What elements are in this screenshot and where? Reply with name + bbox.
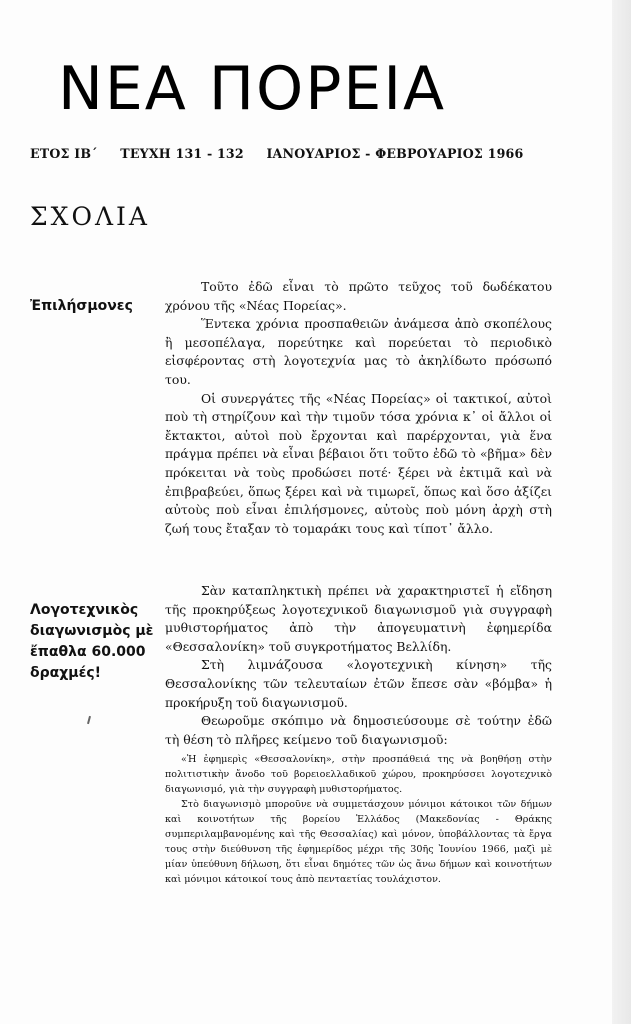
article-1-body — [165, 278, 552, 538]
article-2-paragraph: Σὰν καταπληκτικὴ πρέπει νὰ χαρακτηριστεῖ ἡ εἴδηση τῆς προκηρύξεως λογοτεχνικοῦ διαγωνισμοῦ γιὰ συγγραφὴ μυθιστορήματος ἀπὸ τὴν ἀπογευματινὴ ἐφημερίδα «Θεσσαλονίκη» τοῦ συγκροτήματος Βελλίδη. — [165, 583, 552, 654]
article-2-quote: «Ἡ ἐφημερὶς «Θεσσαλονίκη», στὴν προσπάθειά της νὰ βοηθήσῃ στὴν πολιτιστικὴν ἄνοδο τοῦ βορειοελλαδικοῦ χώρου, προκηρύσσει λογοτεχνικὸ διαγωνισμό, γιὰ τὴν συγγραφὴ μυθιστορήματος. — [165, 754, 552, 796]
issue-months: ΙΑΝΟΥΑΡΙΟΣ - ΦΕΒΡΟΥΑΡΙΟΣ 1966 — [266, 146, 524, 161]
section-title: ΣΧΟΛΙΑ — [30, 202, 150, 231]
article-1-paragraph: Ἕντεκα χρόνια προσπαθειῶν ἀνάμεσα ἀπὸ σκοπέλους ἢ μεσοπέλαγα, πορεύτηκε καὶ πορεύεται τὸ περιοδικὸ εἰσφέροντας στὴ λογοτεχνία μας τὸ ἀκηλίδωτο πρόσωπό του. — [165, 316, 552, 387]
issue-line — [30, 146, 590, 161]
article-2-quote: Στὸ διαγωνισμὸ μποροῦνε νὰ συμμετάσχουν μόνιμοι κάτοικοι τῶν δήμων καὶ κοινοτήτων τῆς βορείου Ἑλλάδος (Μακεδονίας - Θράκης συμπεριλαμβανομένης καὶ τῆς Θεσσαλίας) καὶ μόνον, ὑποβάλλοντας τὰ ἔργα τους στὴν διεύθυνση τῆς ἐφημερίδος μέχρι τῆς 30ῆς Ἰουνίου 1966, μαζὶ μὲ μίαν ὑπεύθυνη δήλωση, ὅτι εἶναι δημότες τῶν ὡς ἄνω δήμων καὶ κοινοτήτων καὶ μόνιμοι κάτοικοί τους ἀπὸ πενταετίας τουλάχιστον. — [165, 799, 552, 886]
issue-year: ΕΤΟΣ ΙΒ΄ — [30, 146, 98, 161]
article-1-heading: Ἐπιλήσμονες — [30, 298, 133, 314]
article-2-heading: Λογοτεχνικὸς διαγωνισμὸς μὲ ἔπαθλα 60.000 δραχμές! — [30, 602, 154, 681]
article-1-paragraph: Οἱ συνεργάτες τῆς «Νέας Πορείας» οἱ τακτικοί, αὐτοὶ ποὺ τὴ στηρίζουν καὶ τὴν τιμοῦν τόσα χρόνια κ᾿ οἱ ἄλλοι οἱ ἔκτακτοι, αὐτοὶ ποὺ ἔρχονται καὶ παρέρχονται, γιὰ ἕνα πράγμα πρέπει νὰ εἶναι βέβαιοι ὅτι τοῦτο ἐδῶ τὸ «βῆμα» δὲν πρόκειται νὰ τοὺς προδώσει ποτέ· ξέρει νὰ ἐκτιμᾶ καὶ νὰ ἐπιβραβεύει, ὅπως ξέρει καὶ νὰ τιμωρεῖ, ὅπως καὶ ὅσο ἀξίζει αὐτοὺς ποὺ εἶναι ἐπιλήσμονες, αὐτοὺς ποὺ μόνη ἀρχὴ στὴ ζωή τους ἔταξαν τὸ τομαράκι τους καὶ τίποτ᾿ ἄλλο. — [165, 390, 552, 536]
masthead-title: ΝΕΑ ΠΟΡΕΙΑ — [58, 54, 447, 124]
margin-mark — [87, 716, 91, 724]
article-2-body — [165, 582, 552, 887]
page-edge-shadow — [612, 0, 631, 1024]
article-1-paragraph: Τοῦτο ἐδῶ εἶναι τὸ πρῶτο τεῦχος τοῦ δωδέκατου χρόνου τῆς «Νέας Πορείας». — [165, 279, 552, 313]
article-2-paragraph: Στὴ λιμνάζουσα «λογοτεχνικὴ κίνηση» τῆς Θεσσαλονίκης τῶν τελευταίων ἐτῶν ἔπεσε σὰν «βόμβα» ἡ προκήρυξη τοῦ διαγωνισμοῦ. — [165, 657, 552, 710]
article-2-paragraph: Θεωροῦμε σκόπιμο νὰ δημοσιεύσουμε σὲ τούτην ἐδῶ τὴ θέση τὸ πλῆρες κείμενο τοῦ διαγωνισμοῦ: — [165, 713, 552, 747]
issue-numbers: ΤΕΥΧΗ 131 - 132 — [120, 146, 244, 161]
